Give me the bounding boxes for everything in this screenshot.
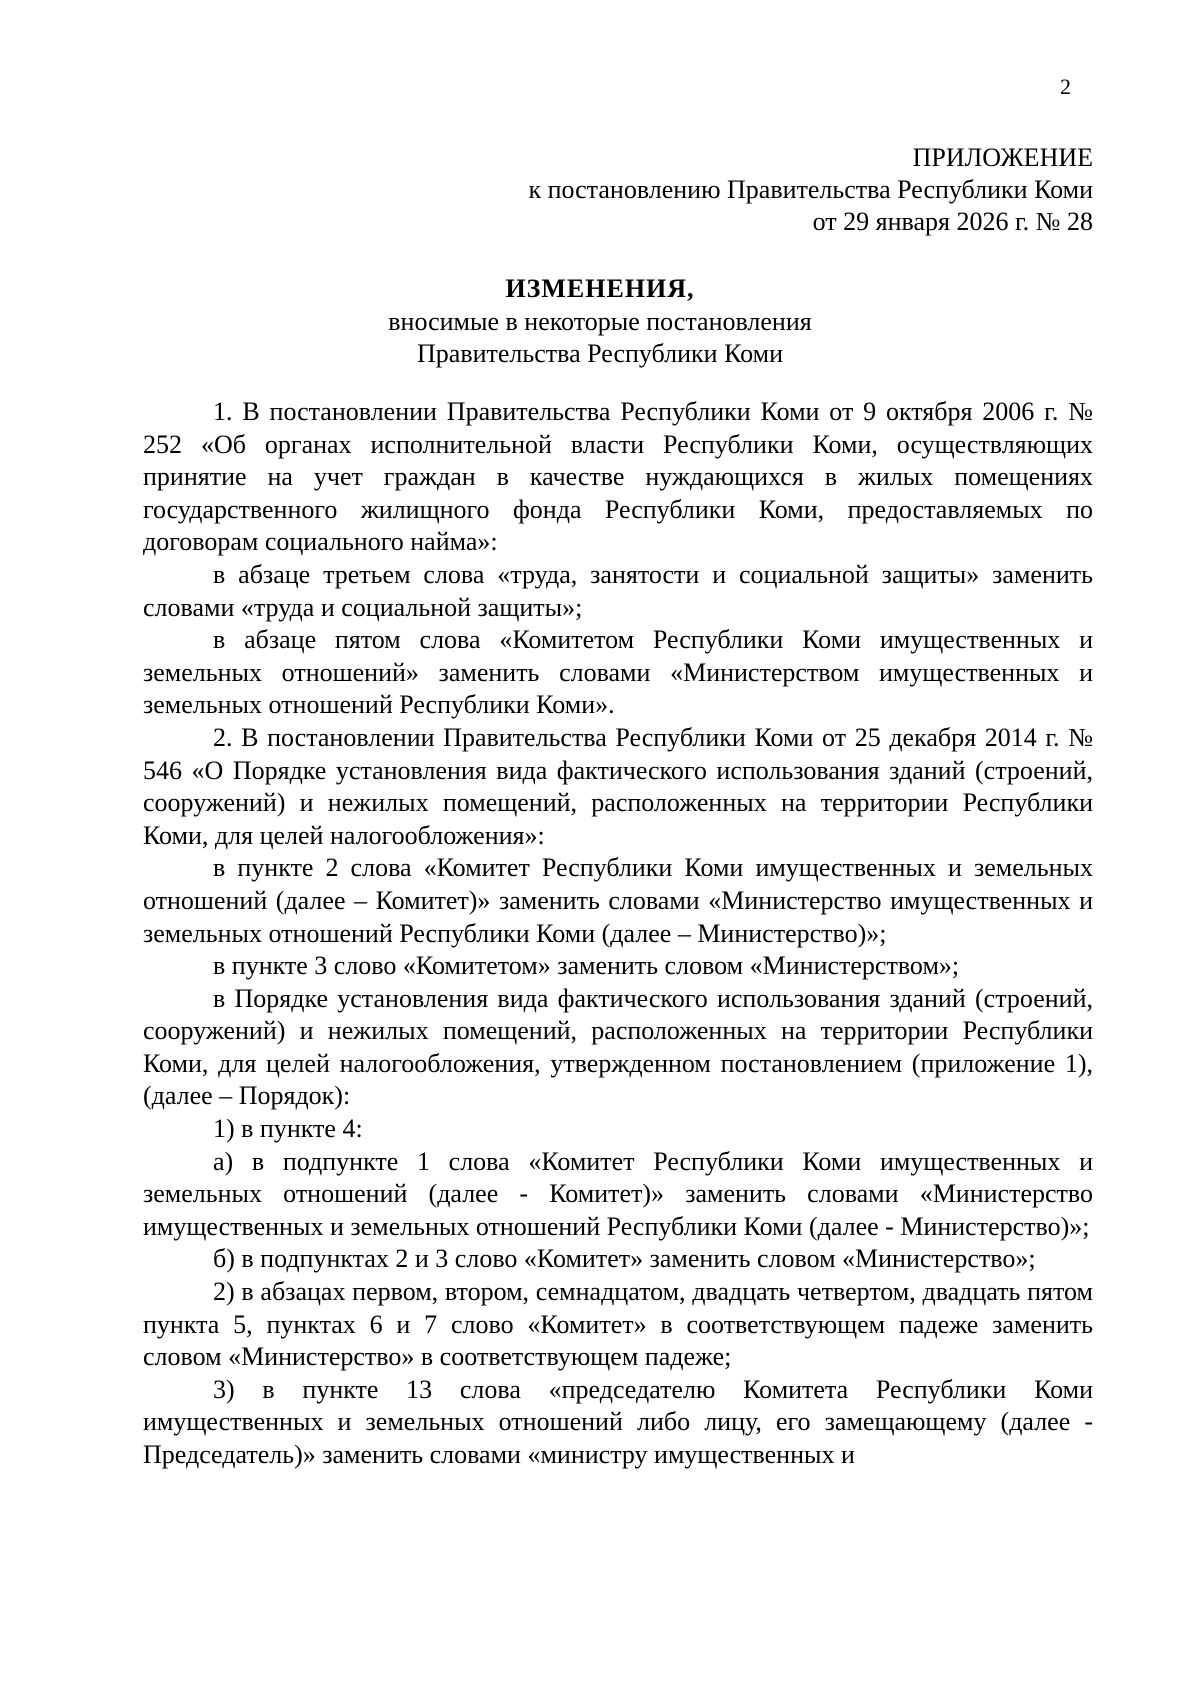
- paragraph: б) в подпунктах 2 и 3 слово «Комитет» заменить словом «Министерство»;: [213, 1244, 1036, 1274]
- paragraph: в пункте 3 слово «Комитетом» заменить словом «Министерством»;: [213, 951, 960, 981]
- appendix-line-2: от 29 января 2026 г. № 28: [812, 207, 1093, 236]
- paragraph: 1) в пункте 4:: [213, 1114, 363, 1144]
- title-block: [0, 272, 1200, 370]
- paragraph: в абзаце пятом слова «Комитетом Республики Коми имущественных и земельных отношений» заменить словами «Министерством имущественных и земельных отношений Республики Коми».: [143, 625, 1093, 720]
- paragraph: а) в подпункте 1 слова «Комитет Республики Коми имущественных и земельных отношений (далее - Комитет)» заменить словами «Министерство имущественных и земельных отношений Республики Коми (далее - Министерство)»;: [143, 1146, 1093, 1241]
- paragraph: 3) в пункте 13 слова «председателю Комитета Республики Коми имущественных и земельных отношений либо лицу, его замещающему (далее - Председатель)» заменить словами «министру имущественных и: [143, 1374, 1093, 1469]
- paragraph: в пункте 2 слова «Комитет Республики Коми имущественных и земельных отношений (далее – Комитет)» заменить словами «Министерство имущественных и земельных отношений Республики Коми (далее – Министерство)»;: [143, 853, 1093, 948]
- document-title: ИЗМЕНЕНИЯ,: [505, 274, 695, 303]
- appendix-label: ПРИЛОЖЕНИЕ: [912, 143, 1093, 172]
- paragraph: 1. В постановлении Правительства Республики Коми от 9 октября 2006 г. № 252 «Об органах исполнительной власти Республики Коми, осуществляющих принятие на учет граждан в качестве нуждающихся в жилых помещениях государственного жилищного фонда Республики Коми, предоставляемых по договорам социального найма»:: [143, 397, 1093, 557]
- document-subtitle-line-1: вносимые в некоторые постановления: [388, 307, 812, 336]
- paragraph: в Порядке установления вида фактического использования зданий (строений, сооружений) и нежилых помещений, расположенных на территории Республики Коми, для целей налогообложения, утвержденном постановлением (приложение 1), (далее – Порядок):: [143, 983, 1093, 1111]
- paragraph: 2) в абзацах первом, втором, семнадцатом, двадцать четвертом, двадцать пятом пункта 5, пунктах 6 и 7 слово «Комитет» в соответствующем падеже заменить словом «Министерство» в соответствующем падеже;: [143, 1277, 1093, 1372]
- paragraph: 2. В постановлении Правительства Республики Коми от 25 декабря 2014 г. № 546 «О Порядке установления вида фактического использования зданий (строений, сооружений) и нежилых помещений, расположенных на территории Республики Коми, для целей налогообложения»:: [143, 722, 1093, 850]
- paragraph: в абзаце третьем слова «труда, занятости и социальной защиты» заменить словами «труда и социальной защиты»;: [143, 559, 1093, 622]
- page-number: 2: [1060, 74, 1071, 99]
- appendix-block: [528, 142, 1093, 238]
- document-subtitle-line-2: Правительства Республики Коми: [417, 339, 783, 368]
- document-body: [143, 396, 1093, 1472]
- appendix-line-1: к постановлению Правительства Республики Коми: [528, 175, 1093, 204]
